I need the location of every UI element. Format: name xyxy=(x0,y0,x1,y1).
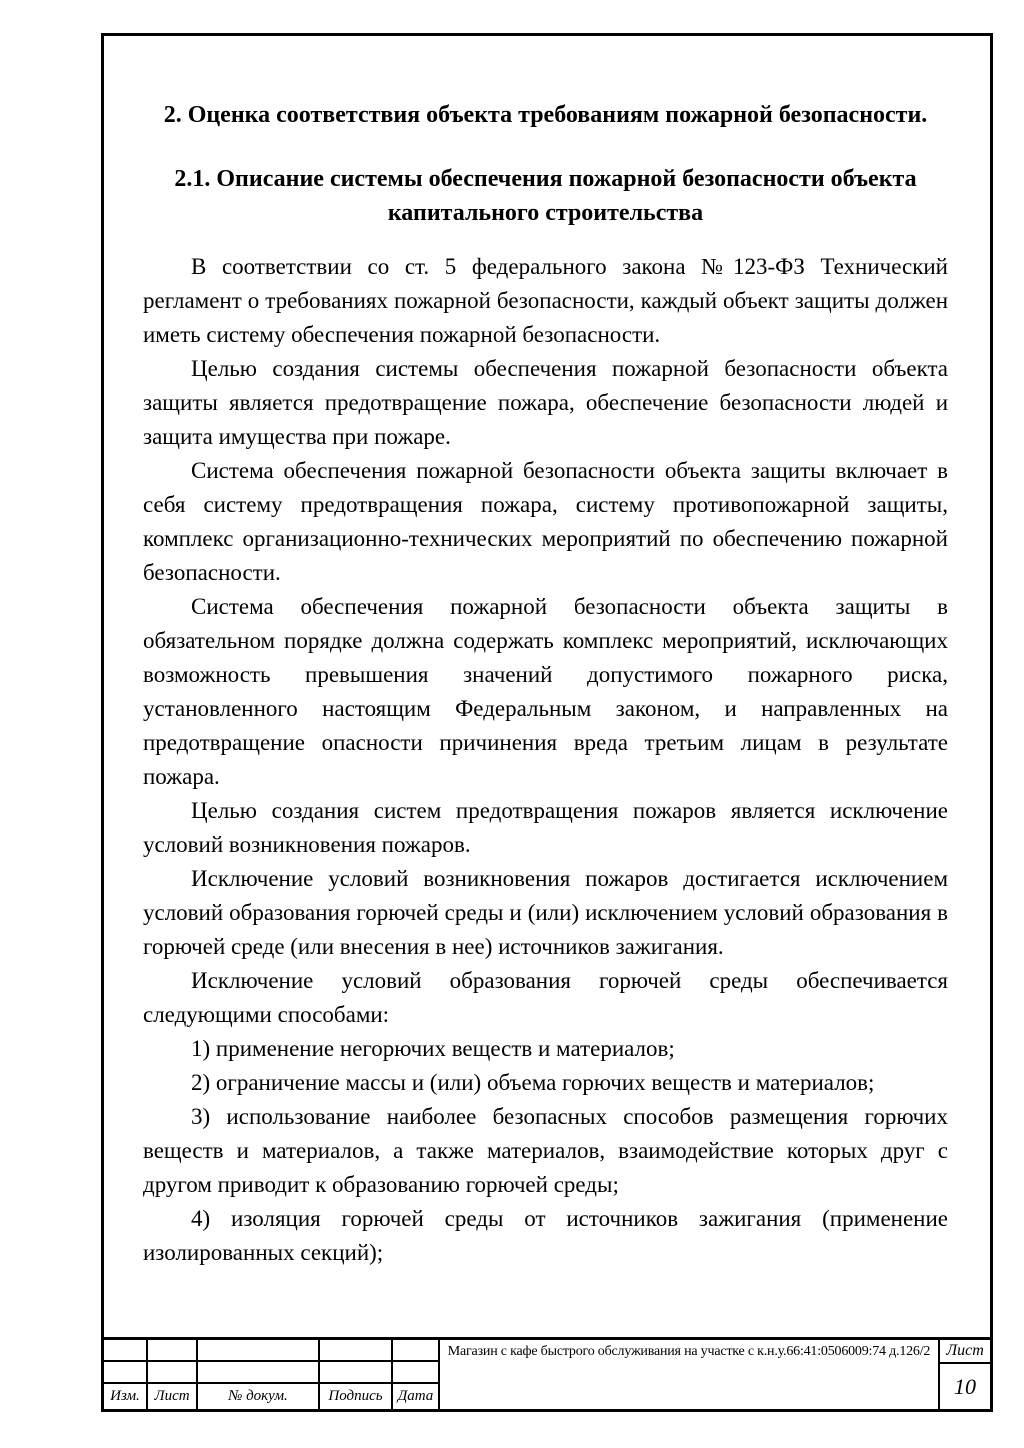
paragraph: Исключение условий образования горючей среды обеспечивается следующими способами: xyxy=(143,968,948,1027)
titleblock-label-signature: Подпись xyxy=(328,1388,383,1404)
titleblock-column-list xyxy=(148,1340,198,1409)
paragraph: Система обеспечения пожарной безопасности объекта защиты включает в себя систему предотвращения пожара, систему противопожарной защиты, комплекс организационно-технических мероприятий по обеспечению пожарной безопасности. xyxy=(143,458,948,585)
titleblock-column-signature xyxy=(320,1340,393,1409)
section-heading: 2. Оценка соответствия объекта требованиям пожарной безопасности. xyxy=(163,102,928,128)
titleblock-column-docnum xyxy=(198,1340,320,1409)
sheet-number-block xyxy=(940,1340,990,1409)
titleblock-cell-empty xyxy=(320,1340,391,1362)
titleblock-cell-empty xyxy=(198,1340,318,1362)
title-block xyxy=(104,1337,990,1409)
paragraph: Целью создания систем предотвращения пожаров является исключение условий возникновения пожаров. xyxy=(143,798,948,857)
titleblock-cell-empty xyxy=(148,1362,196,1384)
paragraph: Целью создания системы обеспечения пожарной безопасности объекта защиты является предотвращение пожара, обеспечение безопасности людей и защита имущества при пожаре. xyxy=(143,356,948,449)
titleblock-cell-empty xyxy=(104,1362,146,1384)
titleblock-label-date: Дата xyxy=(397,1388,434,1404)
paragraph: Система обеспечения пожарной безопасности объекта защиты в обязательном порядке должна содержать комплекс мероприятий, исключающих возможность превышения значений допустимого пожарного риска, установленного настоящим Федеральным законом, и направленных на предотвращение опасности причинения вреда третьим лицам в результате пожара. xyxy=(143,594,948,789)
sheet-number: 10 xyxy=(954,1373,976,1399)
titleblock-label-list: Лист xyxy=(154,1388,190,1404)
titleblock-label-izm: Изм. xyxy=(110,1388,140,1404)
titleblock-label-docnum: № докум. xyxy=(228,1388,288,1404)
titleblock-cell-empty xyxy=(393,1340,438,1362)
titleblock-cell-empty xyxy=(393,1362,438,1384)
titleblock-column-date xyxy=(393,1340,440,1409)
page-frame xyxy=(101,33,993,1412)
titleblock-cell-empty xyxy=(148,1340,196,1362)
subsection-heading: 2.1. Описание системы обеспечения пожарной безопасности объекта капитального строительства xyxy=(174,166,917,226)
document-body xyxy=(104,36,990,1270)
list-item: 2) ограничение массы и (или) объема горючих веществ и материалов; xyxy=(191,1070,875,1095)
titleblock-cell-empty xyxy=(104,1340,146,1362)
list-item: 4) изоляция горючей среды от источников зажигания (применение изолированных секций); xyxy=(143,1206,948,1265)
titleblock-cell-empty xyxy=(198,1362,318,1384)
paragraph: В соответствии со ст. 5 федерального закона №123-ФЗ Технический регламент о требованиях пожарной безопасности, каждый объект защиты должен иметь систему обеспечения пожарной безопасности. xyxy=(143,254,948,347)
titleblock-cell-empty xyxy=(320,1362,391,1384)
paragraph: Исключение условий возникновения пожаров достигается исключением условий образования горючей среды и (или) исключением условий образования в горючей среде (или внесения в нее) источников зажигания. xyxy=(143,866,948,959)
document-title: Магазин с кафе быстрого обслуживания на участке с к.н.у.66:41:0506009:74 д.126/2 xyxy=(440,1340,940,1409)
titleblock-column-izm xyxy=(104,1340,148,1409)
list-item: 3) использование наиболее безопасных способов размещения горючих веществ и материалов, а также материалов, взаимодействие которых друг с другом приводит к образованию горючей среды; xyxy=(143,1104,948,1197)
list-item: 1) применение негорючих веществ и материалов; xyxy=(191,1036,675,1061)
sheet-label: Лист xyxy=(940,1340,990,1364)
